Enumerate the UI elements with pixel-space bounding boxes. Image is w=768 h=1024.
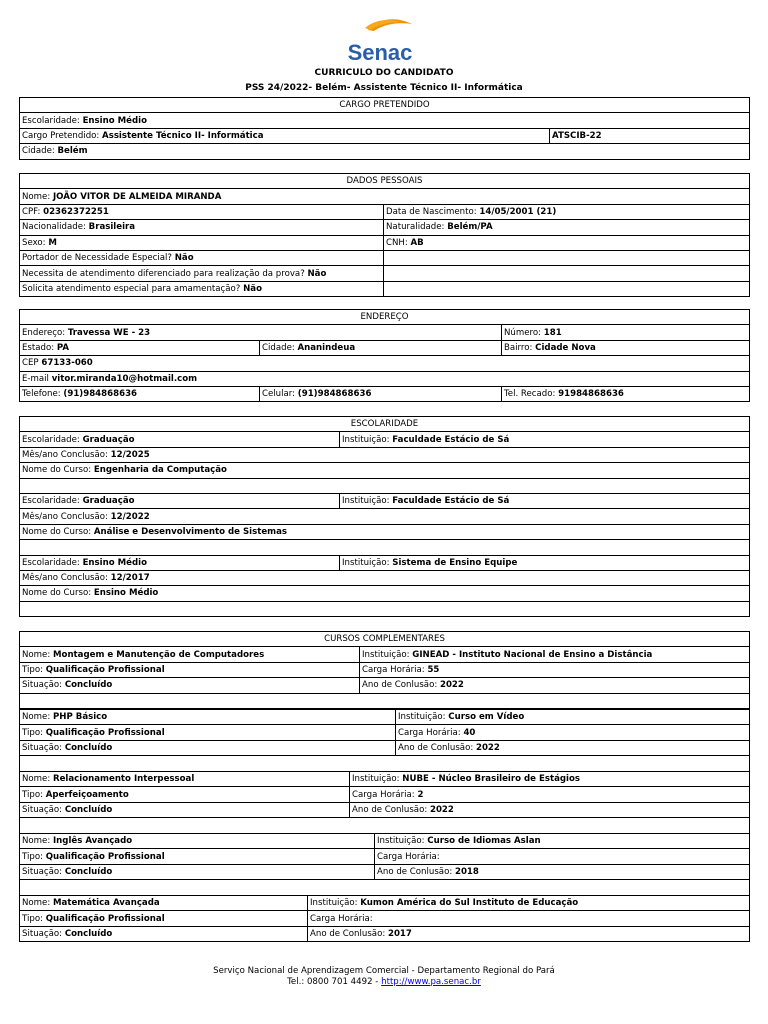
curso-carga: Carga Horária: [375, 849, 750, 864]
curso-nome: Nome: Inglês Avançado [20, 834, 375, 849]
curso-carga: Carga Horária: 55 [360, 662, 750, 677]
section-endereco [19, 309, 750, 402]
footer-contact: Tel.: 0800 701 4492 - http://www.pa.senac.br [287, 977, 481, 987]
curso-ano: Ano de Conlusão: 2022 [396, 740, 750, 755]
curso-carga: Carga Horária: [308, 911, 750, 926]
telefone-field: Telefone: (91)984868636 [20, 386, 260, 401]
curso-instituicao: Instituição: Kumon América do Sul Instituto de Educação [308, 896, 750, 911]
instituicao-field: Instituição: Faculdade Estácio de Sá [340, 493, 750, 508]
curso-nome: Nome: PHP Básico [20, 710, 396, 725]
section-dados-pessoais [19, 173, 750, 297]
escolaridade-field: Escolaridade: Ensino Médio [20, 555, 340, 570]
section-heading: DADOS PESSOAIS [20, 174, 750, 189]
section-heading: ESCOLARIDADE [20, 417, 750, 432]
nome-field: Nome: JOÃO VITOR DE ALMEIDA MIRANDA [20, 189, 750, 204]
footer-institution: Serviço Nacional de Aprendizagem Comercial - Departamento Regional do Pará [213, 966, 555, 976]
section-heading: CURSOS COMPLEMENTARES [20, 632, 750, 647]
curso-carga: Carga Horária: 2 [350, 787, 750, 802]
instituicao-field: Instituição: Faculdade Estácio de Sá [340, 432, 750, 447]
website-link[interactable]: http://www.pa.senac.br [381, 977, 481, 987]
section-cargo [19, 97, 750, 160]
nacionalidade-field: Nacionalidade: Brasileira [20, 220, 384, 235]
section-escolaridade [19, 416, 750, 617]
cidade-field: Cidade: Ananindeua [260, 340, 502, 355]
curso-tipo: Tipo: Qualificação Profissional [20, 849, 375, 864]
recado-field: Tel. Recado: 91984868636 [502, 386, 750, 401]
bairro-field: Bairro: Cidade Nova [502, 340, 750, 355]
conclusao-field: Mês/ano Conclusão: 12/2025 [20, 447, 750, 462]
curso-nome: Nome: Matemática Avançada [20, 896, 308, 911]
escolaridade-field: Escolaridade: Graduação [20, 432, 340, 447]
curso-instituicao: Instituição: Curso em Vídeo [396, 710, 750, 725]
cargo-code: ATSCIB-22 [550, 128, 750, 143]
sexo-field: Sexo: M [20, 235, 384, 250]
conclusao-field: Mês/ano Conclusão: 12/2022 [20, 509, 750, 524]
atendimento-field: Necessita de atendimento diferenciado para realização da prova? Não [20, 266, 384, 281]
curso-tipo: Tipo: Aperfeiçoamento [20, 787, 350, 802]
curso-instituicao: Instituição: Curso de Idiomas Aslan [375, 834, 750, 849]
curso-tipo: Tipo: Qualificação Profissional [20, 662, 360, 677]
curso-situacao: Situação: Concluído [20, 678, 360, 693]
section-curso-item [19, 895, 750, 942]
instituicao-field: Instituição: Sistema de Ensino Equipe [340, 555, 750, 570]
escolaridade-field: Escolaridade: Ensino Médio [20, 113, 750, 128]
curso-ano: Ano de Conlusão: 2017 [308, 926, 750, 941]
curso-instituicao: Instituição: GINEAD - Instituto Nacional de Ensino a Distância [360, 647, 750, 662]
curso-tipo: Tipo: Qualificação Profissional [20, 911, 308, 926]
pne-field: Portador de Necessidade Especial? Não [20, 250, 384, 265]
curso-instituicao: Instituição: NUBE - Núcleo Brasileiro de Estágios [350, 772, 750, 787]
section-curso-item [19, 709, 750, 772]
section-curso-item [19, 833, 750, 896]
amamentacao-field: Solicita atendimento especial para amamentação? Não [20, 281, 384, 296]
section-curso-item [19, 771, 750, 834]
curso-situacao: Situação: Concluído [20, 802, 350, 817]
senac-logo [338, 16, 422, 64]
curso-field: Nome do Curso: Ensino Médio [20, 586, 750, 601]
logo-wordmark: Senac [347, 40, 413, 64]
section-cursos [19, 631, 750, 709]
conclusao-field: Mês/ano Conclusão: 12/2017 [20, 570, 750, 585]
curso-ano: Ano de Conlusão: 2022 [350, 802, 750, 817]
curso-ano: Ano de Conlusão: 2022 [360, 678, 750, 693]
section-heading: ENDEREÇO [20, 310, 750, 325]
email-field: E-mail vitor.miranda10@hotmail.com [20, 371, 750, 386]
curso-situacao: Situação: Concluído [20, 864, 375, 879]
document-title: CURRICULO DO CANDIDATO [314, 68, 454, 78]
curso-situacao: Situação: Concluído [20, 740, 396, 755]
numero-field: Número: 181 [502, 325, 750, 340]
curso-ano: Ano de Conlusão: 2018 [375, 864, 750, 879]
curso-field: Nome do Curso: Análise e Desenvolvimento de Sistemas [20, 524, 750, 539]
endereco-field: Endereço: Travessa WE - 23 [20, 325, 502, 340]
cnh-field: CNH: AB [384, 235, 750, 250]
curso-nome: Nome: Montagem e Manutenção de Computadores [20, 647, 360, 662]
naturalidade-field: Naturalidade: Belém/PA [384, 220, 750, 235]
cpf-field: CPF: 02362372251 [20, 204, 384, 219]
curso-situacao: Situação: Concluído [20, 926, 308, 941]
estado-field: Estado: PA [20, 340, 260, 355]
escolaridade-field: Escolaridade: Graduação [20, 493, 340, 508]
curso-tipo: Tipo: Qualificação Profissional [20, 725, 396, 740]
curso-nome: Nome: Relacionamento Interpessoal [20, 772, 350, 787]
celular-field: Celular: (91)984868636 [260, 386, 502, 401]
section-heading: CARGO PRETENDIDO [20, 98, 750, 113]
document-subtitle: PSS 24/2022- Belém- Assistente Técnico II- Informática [245, 83, 523, 93]
nascimento-field: Data de Nascimento: 14/05/2001 (21) [384, 204, 750, 219]
curso-field: Nome do Curso: Engenharia da Computação [20, 463, 750, 478]
cidade-field: Cidade: Belém [20, 144, 750, 159]
curso-carga: Carga Horária: 40 [396, 725, 750, 740]
cep-field: CEP 67133-060 [20, 356, 750, 371]
cargo-field: Cargo Pretendido: Assistente Técnico II- Informática [20, 128, 550, 143]
